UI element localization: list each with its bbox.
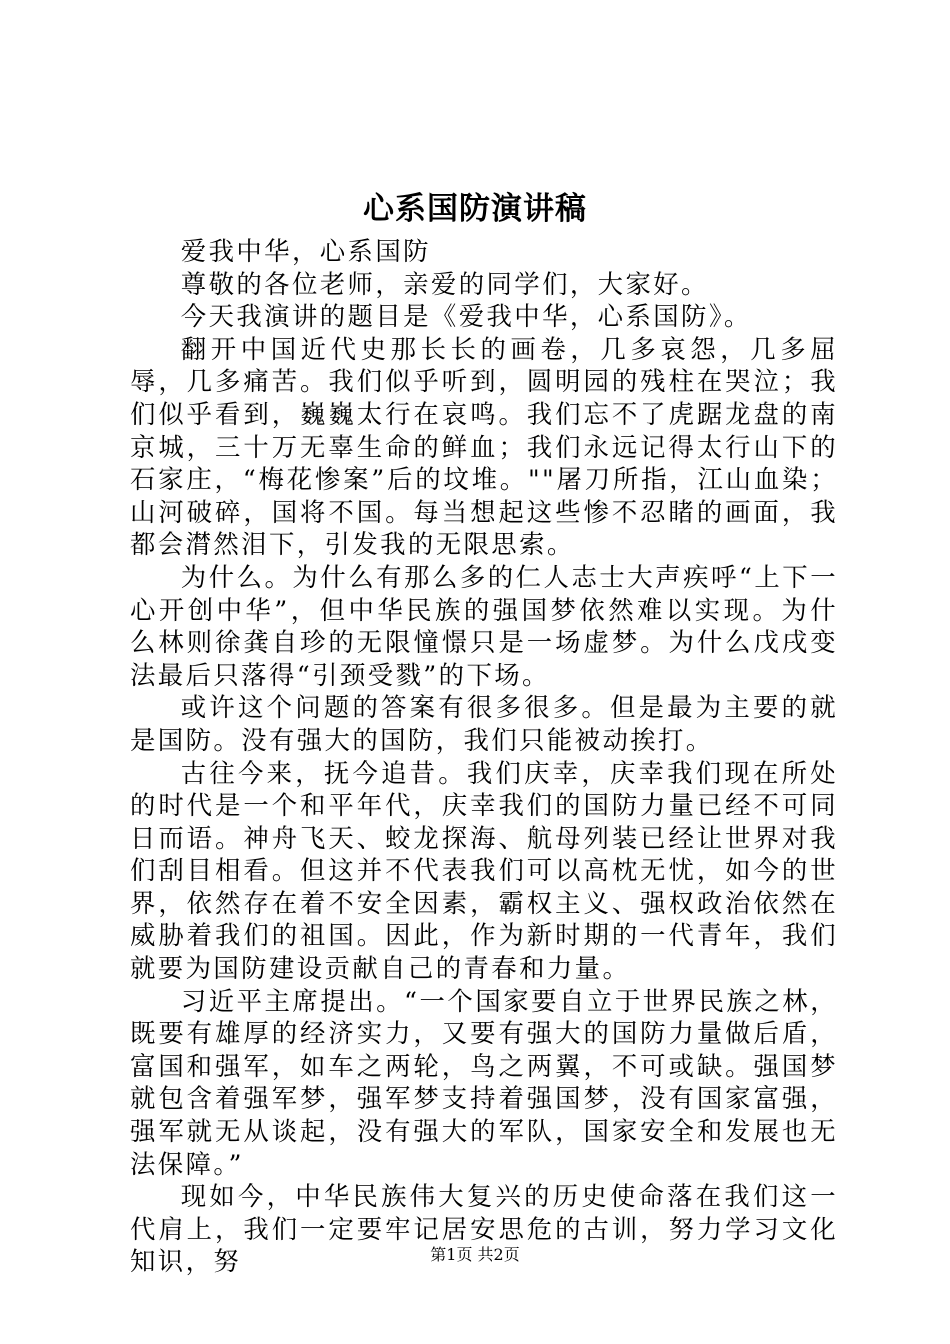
paragraph-subtitle: 爱我中华，心系国防 — [180, 236, 431, 266]
paragraph-answer: 或许这个问题的答案有很多很多。但是最为主要的就是国防。没有强大的国防，我们只能被动挨打。 — [130, 692, 838, 755]
paragraph-today: 古往今来，抚今追昔。我们庆幸，庆幸我们现在所处的时代是一个和平年代，庆幸我们的国防力量已经不可同日而语。神舟飞天、蛟龙探海、航母列装已经让世界对我们刮目相看。但这并不代表我们可以高枕无忧，如今的世界，依然存在着不安全因素，霸权主义、强权政治依然在威胁着我们的祖国。因此，作为新时期的一代青年，我们就要为国防建设贡献自己的青春和力量。 — [130, 757, 838, 984]
paragraph-history: 翻开中国近代史那长长的画卷，几多哀怨，几多屈辱，几多痛苦。我们似乎听到，圆明园的残柱在哭泣；我们似乎看到，巍巍太行在哀鸣。我们忘不了虎踞龙盘的南京城，三十万无辜生命的鲜血；我们永远记得太行山下的石家庄，“梅花惨案”后的坟堆。""屠刀所指，江山血染；山河破碎，国将不国。每当想起这些惨不忍睹的画面，我都会潸然泪下，引发我的无限思索。 — [130, 333, 838, 560]
page-footer: 第1页 共2页 — [430, 1245, 520, 1264]
paragraph-mission: 现如今，中华民族伟大复兴的历史使命落在我们这一代肩上，我们一定要牢记居安思危的古训，努力学习文化知识，努 — [130, 1181, 838, 1277]
page-title: 心系国防演讲稿 — [363, 191, 587, 227]
paragraph-greeting: 尊敬的各位老师，亲爱的同学们，大家好。 — [180, 268, 709, 299]
paragraph-topic: 今天我演讲的题目是《爱我中华，心系国防》。 — [180, 301, 752, 332]
paragraph-why: 为什么。为什么有那么多的仁人志士大声疾呼“上下一心开创中华”，但中华民族的强国梦依然难以实现。为什么林则徐龚自珍的无限憧憬只是一场虚梦。为什么戊戌变法最后只落得“引颈受戮”的下场。 — [130, 561, 838, 690]
speech-body — [130, 235, 838, 1278]
paragraph-quote: 习近平主席提出。“一个国家要自立于世界民族之林，既要有雄厚的经济实力，又要有强大的国防力量做后盾，富国和强军，如车之两轮，鸟之两翼，不可或缺。强国梦就包含着强军梦，强军梦支持着强国梦，没有国家富强，强军就无从谈起，没有强大的军队，国家安全和发展也无法保障。” — [130, 985, 838, 1179]
